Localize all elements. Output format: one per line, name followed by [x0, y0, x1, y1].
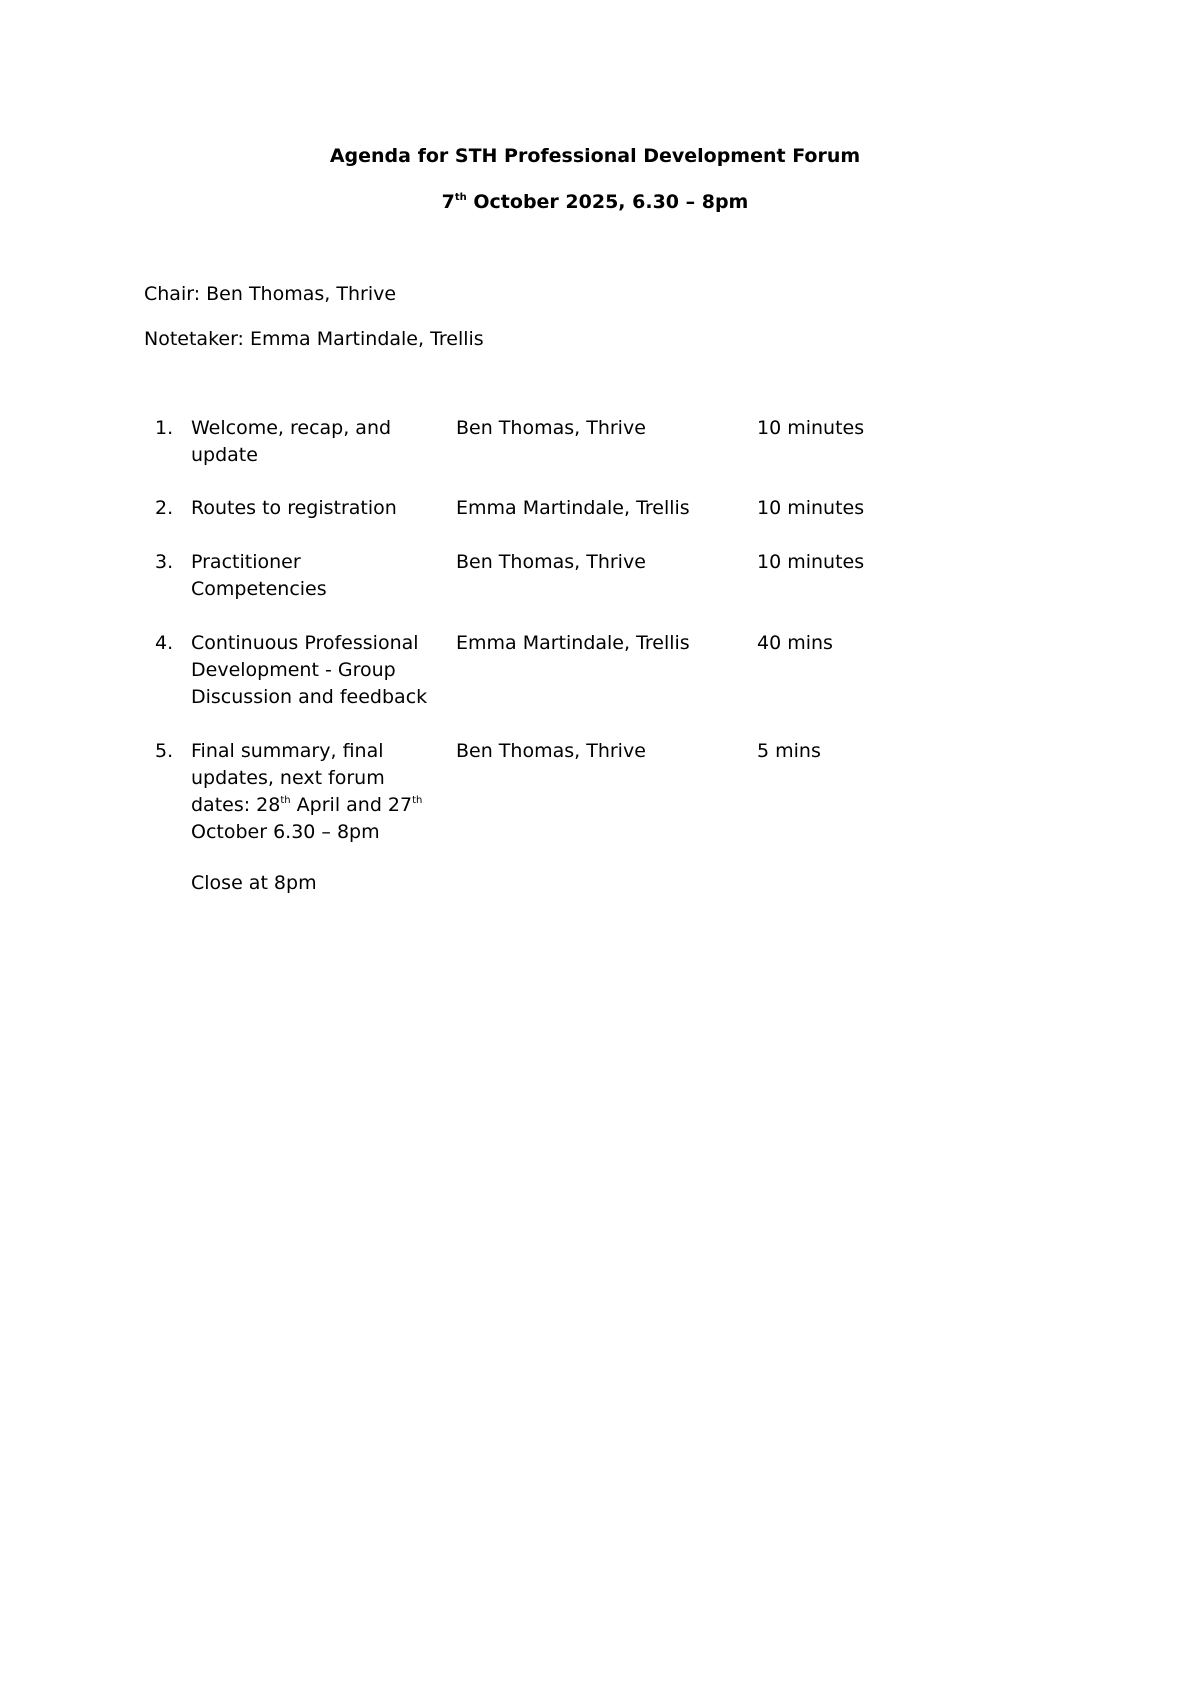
item-presenter: Emma Martindale, Trellis	[456, 497, 690, 519]
item-number: 2.	[155, 497, 174, 519]
item-topic: Routes to registration	[191, 497, 397, 519]
closing-note: Close at 8pm	[191, 872, 317, 894]
item-presenter: Ben Thomas, Thrive	[456, 417, 646, 439]
item-topic	[191, 738, 441, 846]
topic-part-a: Final summary, final updates, next forum dates: 28	[191, 740, 385, 816]
item-presenter: Ben Thomas, Thrive	[456, 551, 646, 573]
item-duration: 10 minutes	[757, 417, 865, 439]
item-number: 5.	[155, 740, 174, 762]
item-number: 1.	[155, 417, 174, 439]
topic-suffix-a: th	[280, 795, 291, 806]
document-title: Agenda for STH Professional Development Forum	[329, 145, 861, 167]
item-duration: 5 mins	[757, 740, 821, 762]
item-topic: Practitioner Competencies	[191, 551, 327, 600]
topic-suffix-b: th	[412, 795, 423, 806]
topic-part-b: April and 27	[290, 794, 413, 816]
date-suffix: th	[454, 192, 467, 203]
item-topic: Continuous Professional Development - Group Discussion and feedback	[191, 632, 428, 708]
date-day: 7	[441, 191, 455, 213]
item-number: 4.	[155, 632, 174, 654]
document-date	[0, 191, 1190, 213]
notetaker-line: Notetaker: Emma Martindale, Trellis	[144, 328, 484, 350]
item-presenter: Ben Thomas, Thrive	[456, 740, 646, 762]
topic-part-c: October 6.30 – 8pm	[191, 821, 380, 843]
item-duration: 10 minutes	[757, 551, 865, 573]
item-number: 3.	[155, 551, 174, 573]
item-duration: 10 minutes	[757, 497, 865, 519]
date-rest: October 2025, 6.30 – 8pm	[466, 191, 749, 213]
chair-line: Chair: Ben Thomas, Thrive	[144, 283, 397, 305]
item-topic: Welcome, recap, and update	[191, 417, 392, 466]
item-presenter: Emma Martindale, Trellis	[456, 632, 690, 654]
item-duration: 40 mins	[757, 632, 833, 654]
